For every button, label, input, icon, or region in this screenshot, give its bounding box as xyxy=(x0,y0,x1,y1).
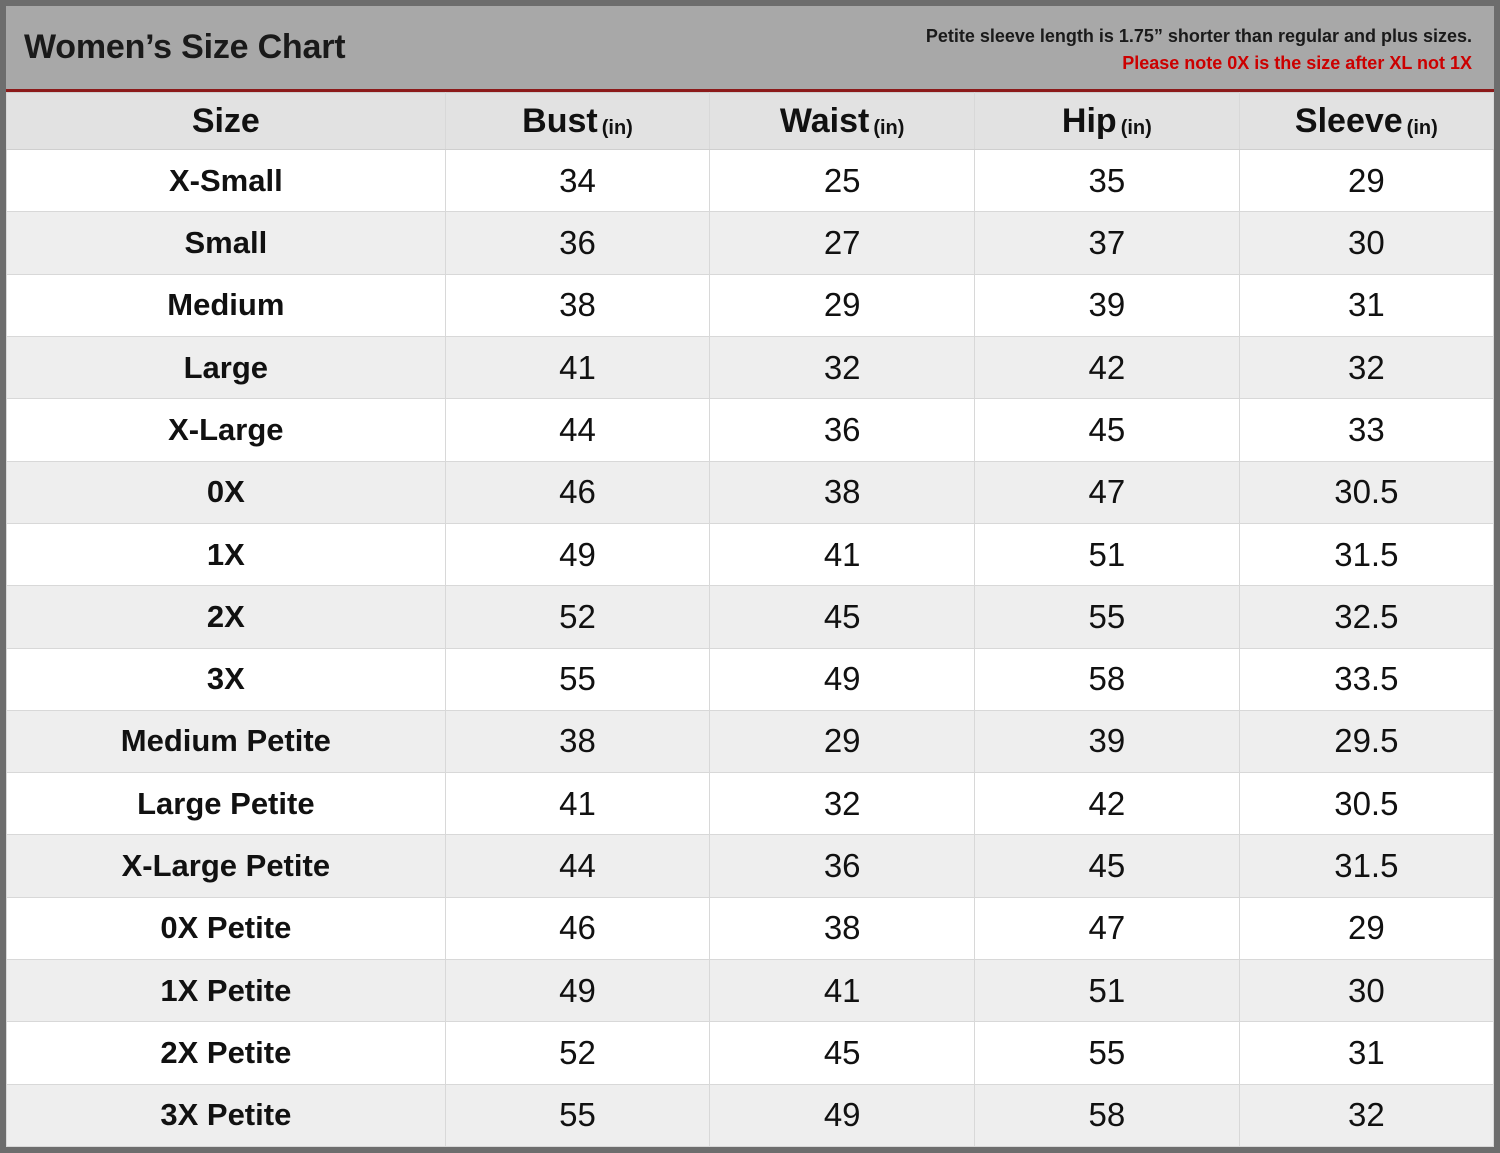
cell-waist: 25 xyxy=(710,150,975,212)
cell-waist: 38 xyxy=(710,897,975,959)
cell-hip: 37 xyxy=(975,212,1240,274)
cell-hip: 35 xyxy=(975,150,1240,212)
cell-size: X-Large Petite xyxy=(7,835,446,897)
column-header-unit: (in) xyxy=(1406,116,1438,139)
cell-hip: 51 xyxy=(975,960,1240,1022)
cell-hip: 39 xyxy=(975,710,1240,772)
column-header-waist xyxy=(710,93,975,150)
column-header-label: Bust xyxy=(522,101,598,140)
cell-waist: 45 xyxy=(710,1022,975,1084)
table-row xyxy=(7,773,1494,835)
cell-hip: 42 xyxy=(975,336,1240,398)
column-header-unit: (in) xyxy=(601,116,633,139)
cell-waist: 38 xyxy=(710,461,975,523)
cell-bust: 44 xyxy=(445,835,710,897)
cell-sleeve: 31.5 xyxy=(1239,523,1493,585)
petite-sleeve-note: Petite sleeve length is 1.75” shorter than regular and plus sizes. xyxy=(925,26,1472,47)
chart-header xyxy=(6,6,1494,92)
cell-bust: 44 xyxy=(445,399,710,461)
cell-hip: 39 xyxy=(975,274,1240,336)
table-body xyxy=(7,150,1494,1147)
cell-sleeve: 30 xyxy=(1239,212,1493,274)
cell-waist: 32 xyxy=(710,773,975,835)
cell-size: 2X Petite xyxy=(7,1022,446,1084)
cell-hip: 42 xyxy=(975,773,1240,835)
column-header-size xyxy=(7,93,446,150)
cell-bust: 41 xyxy=(445,773,710,835)
cell-waist: 45 xyxy=(710,586,975,648)
cell-sleeve: 32 xyxy=(1239,336,1493,398)
cell-hip: 45 xyxy=(975,835,1240,897)
cell-sleeve: 30.5 xyxy=(1239,773,1493,835)
cell-size: 0X xyxy=(7,461,446,523)
table-row xyxy=(7,586,1494,648)
cell-waist: 29 xyxy=(710,710,975,772)
table-header-row xyxy=(7,93,1494,150)
cell-hip: 47 xyxy=(975,461,1240,523)
table-row xyxy=(7,897,1494,959)
cell-hip: 58 xyxy=(975,1084,1240,1146)
cell-bust: 55 xyxy=(445,648,710,710)
cell-size: 1X xyxy=(7,523,446,585)
table-row xyxy=(7,523,1494,585)
cell-sleeve: 30.5 xyxy=(1239,461,1493,523)
cell-size: Small xyxy=(7,212,446,274)
column-header-bust xyxy=(445,93,710,150)
cell-size: Medium Petite xyxy=(7,710,446,772)
table-row xyxy=(7,1084,1494,1146)
cell-size: 3X xyxy=(7,648,446,710)
cell-size: 3X Petite xyxy=(7,1084,446,1146)
column-header-label: Size xyxy=(191,101,260,140)
cell-bust: 49 xyxy=(445,523,710,585)
cell-size: Medium xyxy=(7,274,446,336)
cell-hip: 58 xyxy=(975,648,1240,710)
cell-bust: 36 xyxy=(445,212,710,274)
column-header-label: Sleeve xyxy=(1294,101,1403,140)
cell-waist: 49 xyxy=(710,648,975,710)
table-row xyxy=(7,960,1494,1022)
cell-sleeve: 33 xyxy=(1239,399,1493,461)
cell-sleeve: 29 xyxy=(1239,897,1493,959)
cell-hip: 47 xyxy=(975,897,1240,959)
cell-waist: 36 xyxy=(710,399,975,461)
cell-bust: 46 xyxy=(445,897,710,959)
cell-sleeve: 31 xyxy=(1239,274,1493,336)
column-header-hip xyxy=(975,93,1240,150)
cell-bust: 46 xyxy=(445,461,710,523)
cell-bust: 38 xyxy=(445,274,710,336)
cell-size: X-Large xyxy=(7,399,446,461)
column-header-unit: (in) xyxy=(873,116,905,139)
cell-waist: 49 xyxy=(710,1084,975,1146)
table-row xyxy=(7,399,1494,461)
cell-hip: 45 xyxy=(975,399,1240,461)
cell-sleeve: 30 xyxy=(1239,960,1493,1022)
cell-size: Large Petite xyxy=(7,773,446,835)
cell-sleeve: 29 xyxy=(1239,150,1493,212)
cell-waist: 36 xyxy=(710,835,975,897)
column-header-unit: (in) xyxy=(1120,116,1152,139)
cell-waist: 41 xyxy=(710,523,975,585)
column-header-label: Waist xyxy=(779,101,870,140)
table-row xyxy=(7,212,1494,274)
cell-size: 1X Petite xyxy=(7,960,446,1022)
cell-bust: 34 xyxy=(445,150,710,212)
cell-sleeve: 32.5 xyxy=(1239,586,1493,648)
cell-hip: 55 xyxy=(975,586,1240,648)
cell-sleeve: 29.5 xyxy=(1239,710,1493,772)
table-row xyxy=(7,461,1494,523)
page-title: Women’s Size Chart xyxy=(24,28,346,66)
cell-sleeve: 31.5 xyxy=(1239,835,1493,897)
cell-hip: 55 xyxy=(975,1022,1240,1084)
size-order-warning-note: Please note 0X is the size after XL not 1X xyxy=(1122,52,1472,73)
cell-waist: 41 xyxy=(710,960,975,1022)
column-header-sleeve xyxy=(1239,93,1493,150)
cell-bust: 41 xyxy=(445,336,710,398)
cell-size: 0X Petite xyxy=(7,897,446,959)
column-header-label: Hip xyxy=(1061,101,1117,140)
table-row xyxy=(7,274,1494,336)
cell-bust: 49 xyxy=(445,960,710,1022)
cell-size: Large xyxy=(7,336,446,398)
cell-hip: 51 xyxy=(975,523,1240,585)
cell-sleeve: 31 xyxy=(1239,1022,1493,1084)
cell-bust: 55 xyxy=(445,1084,710,1146)
size-table xyxy=(6,92,1494,1147)
cell-bust: 38 xyxy=(445,710,710,772)
table-row xyxy=(7,648,1494,710)
table-row xyxy=(7,1022,1494,1084)
cell-bust: 52 xyxy=(445,586,710,648)
cell-sleeve: 33.5 xyxy=(1239,648,1493,710)
cell-bust: 52 xyxy=(445,1022,710,1084)
table-row xyxy=(7,336,1494,398)
table-row xyxy=(7,710,1494,772)
cell-size: 2X xyxy=(7,586,446,648)
table-row xyxy=(7,835,1494,897)
cell-waist: 32 xyxy=(710,336,975,398)
cell-sleeve: 32 xyxy=(1239,1084,1493,1146)
cell-waist: 29 xyxy=(710,274,975,336)
cell-waist: 27 xyxy=(710,212,975,274)
table-row xyxy=(7,150,1494,212)
cell-size: X-Small xyxy=(7,150,446,212)
header-notes xyxy=(345,6,1476,89)
